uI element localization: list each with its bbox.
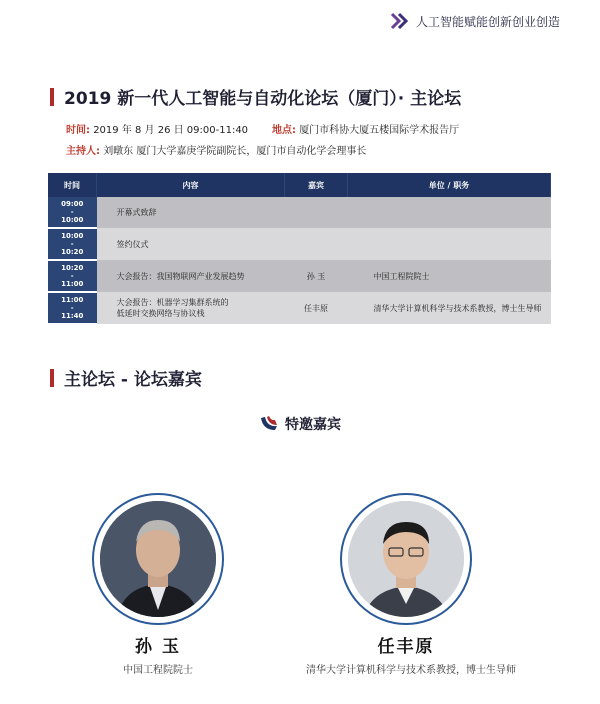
forum-host-row <box>66 142 366 157</box>
table-row <box>48 197 551 228</box>
table-header-row <box>48 173 551 197</box>
avatar <box>339 492 473 626</box>
time-value: 2019 年 8 月 26 日 09:00-11:40 <box>93 125 249 136</box>
header-slogan: 人工智能赋能创新创业创造 <box>415 14 560 29</box>
time-cell: 10:00 - 10:20 <box>48 228 97 260</box>
content-cell: 大会报告：我国物联网产业发展趋势 <box>97 260 285 292</box>
guest-card-2 <box>306 492 516 676</box>
forum-title-block <box>50 84 461 109</box>
guest-portrait <box>91 492 225 626</box>
host-label: 主持人: <box>66 146 100 157</box>
header-content: 内容 <box>97 173 285 197</box>
guest-portrait <box>339 492 473 626</box>
guests-title-block <box>50 365 202 390</box>
guest-cell: 任丰原 <box>285 292 348 324</box>
time-cell: 11:00 - 11:40 <box>48 292 97 324</box>
schedule-table <box>48 173 551 325</box>
content-cell: 大会报告：机器学习集群系统的低延时交换网络与协议栈 <box>97 292 285 324</box>
content-cell: 开幕式致辞 <box>97 197 551 228</box>
guest-name: 任丰原 <box>377 637 435 657</box>
guest-cell: 孙 玉 <box>285 260 348 292</box>
title-accent-bar <box>50 88 54 106</box>
host-value: 刘暾东 厦门大学嘉庚学院副院长，厦门市自动化学会理事长 <box>103 146 367 157</box>
table-row <box>48 292 551 324</box>
guest-title: 中国工程院院士 <box>123 665 193 676</box>
header-unit: 单位 / 职务 <box>348 173 551 197</box>
special-guest-badge <box>259 414 341 434</box>
title-accent-bar <box>50 369 54 387</box>
forum-title: 2019 新一代人工智能与自动化论坛（厦门）· 主论坛 <box>64 89 462 109</box>
header-guest: 嘉宾 <box>285 173 348 197</box>
table-row <box>48 260 551 292</box>
place-label: 地点: <box>272 125 296 136</box>
time-cell: 09:00 - 10:00 <box>48 197 97 228</box>
guest-card-1 <box>58 492 258 676</box>
unit-cell: 清华大学计算机科学与技术系教授，博士生导师 <box>348 292 551 324</box>
place-value: 厦门市科协大厦五楼国际学术报告厅 <box>299 125 460 136</box>
guest-title: 清华大学计算机科学与技术系教授，博士生导师 <box>306 665 516 676</box>
unit-cell: 中国工程院院士 <box>348 260 551 292</box>
header-time: 时间 <box>48 173 97 197</box>
badge-logo-icon <box>259 414 279 434</box>
guest-name: 孙 玉 <box>135 637 181 657</box>
double-chevron-icon <box>390 12 410 30</box>
header-slogan-block <box>390 12 560 30</box>
badge-label: 特邀嘉宾 <box>285 417 341 433</box>
time-label: 时间: <box>66 125 90 136</box>
forum-place-row <box>272 121 459 136</box>
time-cell: 10:20 - 11:00 <box>48 260 97 292</box>
guests-section-title: 主论坛 - 论坛嘉宾 <box>64 370 202 390</box>
table-row <box>48 228 551 260</box>
content-cell: 签约仪式 <box>97 228 551 260</box>
forum-time-row <box>66 121 248 136</box>
avatar <box>91 492 225 626</box>
